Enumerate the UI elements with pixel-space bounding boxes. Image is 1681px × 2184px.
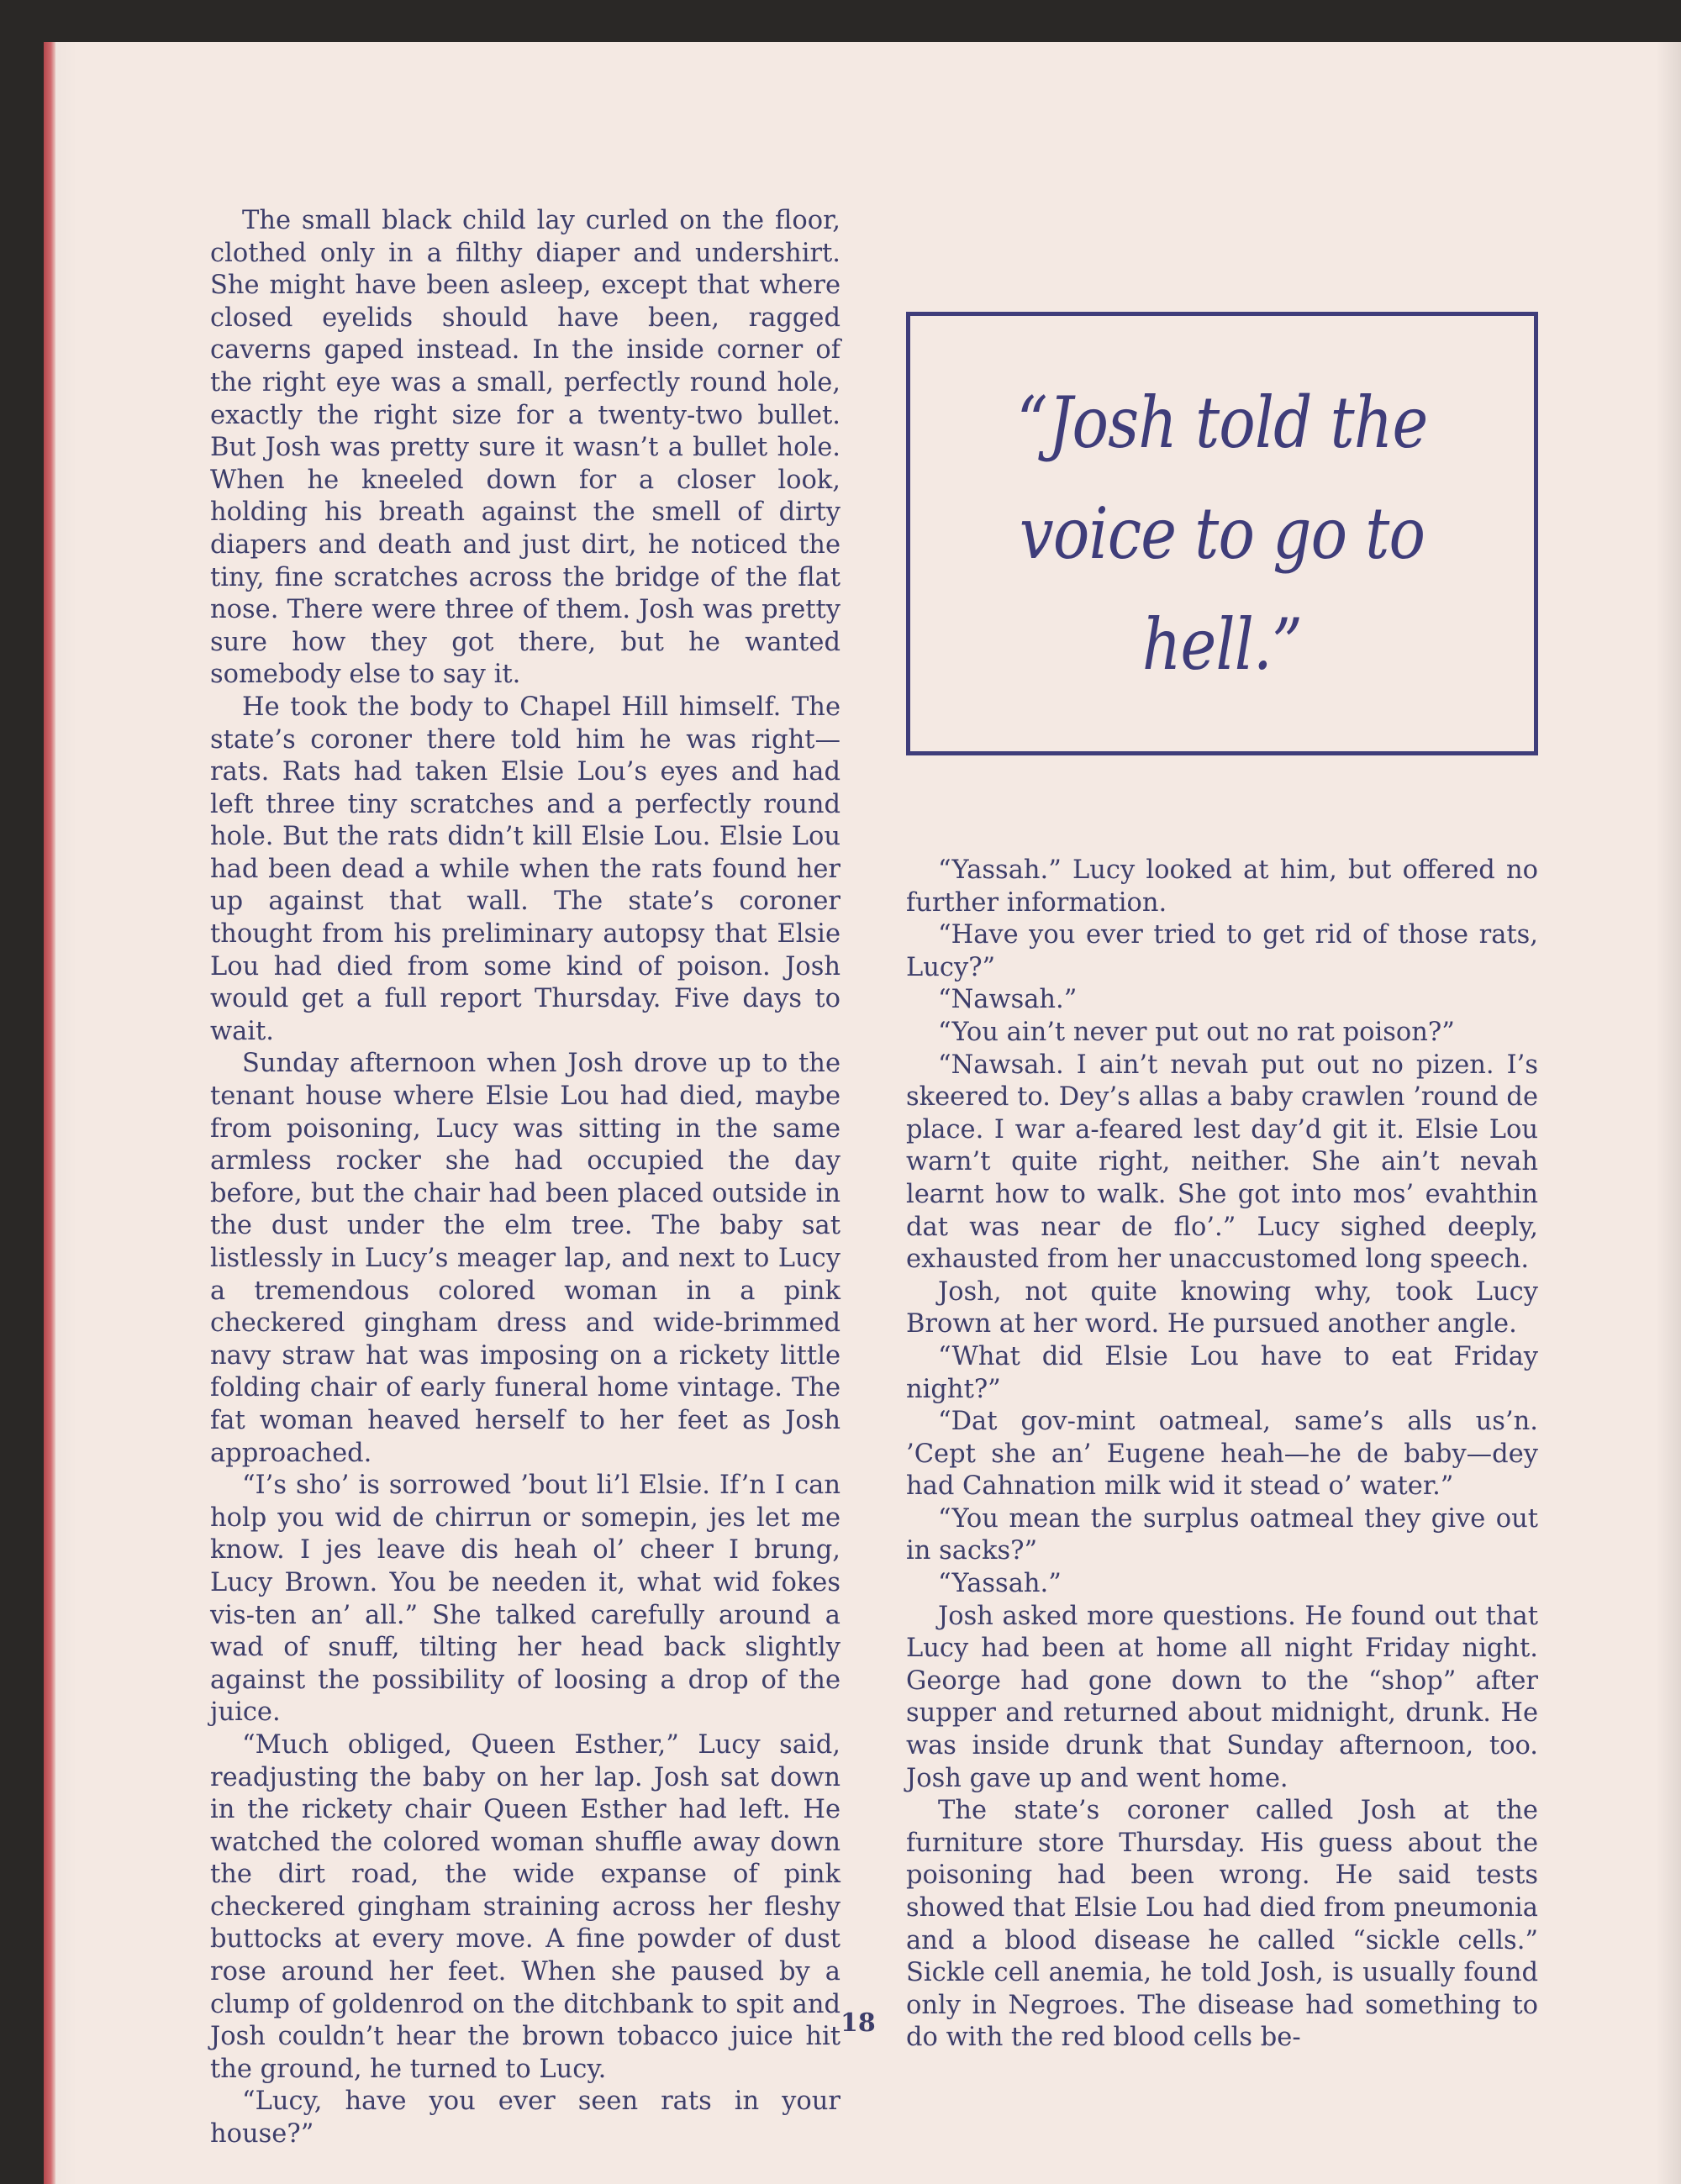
paragraph: “You mean the surplus oatmeal they give out in sacks?” xyxy=(906,1503,1538,1566)
paragraph: Josh, not quite knowing why, took Lucy Brown at her word. He pursued another angle. xyxy=(906,1276,1538,1339)
paragraph: “Lucy, have you ever seen rats in your house?” xyxy=(210,2087,840,2150)
paragraph: “You ain’t never put out no rat poison?” xyxy=(938,1017,1455,1047)
right-text-column xyxy=(906,855,1538,2055)
paragraph: He took the body to Chapel Hill himself. The state’s coroner there told him he was right—rats. Rats had taken Elsie Lou’s eyes and had left three tiny scratches and a perfectly round hole. But the rats didn’t kill Elsie Lou. Elsie Lou had been dead a while when the rats found her up against that wall. The state’s coroner thought from his preliminary autopsy that Elsie Lou had died from some kind of poison. Josh would get a full report Thursday. Five days to wait. xyxy=(210,692,840,1046)
paragraph: The small black child lay curled on the floor, clothed only in a filthy diaper and undershirt. She might have been asleep, except that where closed eyelids should have been, ragged caverns gaped instead. In the inside corner of the right eye was a small, perfectly round hole, exactly the right size for a twenty-two bullet. But Josh was pretty sure it wasn’t a bullet hole. When he kneeled down for a closer look, holding his breath against the smell of dirty diapers and death and just dirt, he noticed the tiny, fine scratches across the bridge of the flat nose. There were three of them. Josh was pretty sure how they got there, but he wanted somebody else to say it. xyxy=(210,206,840,690)
paragraph: “Nawsah.” xyxy=(938,985,1078,1015)
pull-quote-text: “Josh told the voice to go to hell.” xyxy=(1016,382,1428,686)
pull-quote-box xyxy=(906,312,1538,755)
paragraph: “Yassah.” Lucy looked at him, but offered no further information. xyxy=(906,855,1538,918)
paragraph: “I’s sho’ is sorrowed ’bout li’l Elsie. If’n I can holp you wid de chirrun or somepin, jes let me know. I jes leave dis heah ol’ cheer I brung, Lucy Brown. You be needen it, what wid fokes vis-ten an’ all.” She talked carefully around a wad of snuff, tilting her head back slightly against the possibility of loosing a drop of the juice. xyxy=(210,1471,840,1728)
paragraph: The state’s coroner called Josh at the furniture store Thursday. His guess about the poisoning had been wrong. He said tests showed that Elsie Lou had died from pneumonia and a blood disease he called “sickle cells.” Sickle cell anemia, he told Josh, is usually found only in Negroes. The disease had something to do with the red blood cells be- xyxy=(906,1796,1538,2053)
left-text-column xyxy=(210,205,840,2151)
paragraph: “Much obliged, Queen Esther,” Lucy said, readjusting the baby on her lap. Josh sat down in the rickety chair Queen Esther had left. He watched the colored woman shuffle away down the dirt road, the wide expanse of pink checkered gingham straining across her fleshy buttocks at every move. A fine powder of dust rose around her feet. When she paused by a clump of goldenrod on the ditchbank to spit and Josh couldn’t hear the brown tobacco juice hit the ground, he turned to Lucy. xyxy=(210,1729,840,2084)
paragraph: Sunday afternoon when Josh drove up to the tenant house where Elsie Lou had died, maybe from poisoning, Lucy was sitting in the same armless rocker she had occupied the day before, but the chair had been placed outside in the dust under the elm tree. The baby sat listlessly in Lucy’s meager lap, and next to Lucy a tremendous colored woman in a pink checkered gingham dress and wide-brimmed navy straw hat was imposing on a rickety little folding chair of early funeral home vintage. The fat woman heaved herself to her feet as Josh approached. xyxy=(210,1049,840,1468)
paragraph: “Nawsah. I ain’t nevah put out no pizen. I’s skeered to. Dey’s allas a baby crawlen ’round de place. I war a-feared lest day’d git it. Elsie Lou warn’t quite right, neither. She ain’t nevah learnt how to walk. She got into mos’ evahthin dat was near de flo’.” Lucy sighed deeply, exhausted from her unaccustomed long speech. xyxy=(906,1050,1538,1275)
page-number: 18 xyxy=(840,2008,876,2038)
paragraph: “Have you ever tried to get rid of those rats, Lucy?” xyxy=(906,920,1538,982)
paragraph: “Dat gov-mint oatmeal, same’s alls us’n. ’Cept she an’ Eugene heah—he de baby—dey had Cahnation milk wid it stead o’ water.” xyxy=(906,1407,1538,1502)
paragraph: “Yassah.” xyxy=(938,1569,1062,1599)
page-edge-shadow xyxy=(1656,42,1681,2184)
paragraph: Josh asked more questions. He found out that Lucy had been at home all night Friday night. George had gone down to the “shop” after supper and returned about midnight, drunk. He was inside drunk that Sunday afternoon, too. Josh gave up and went home. xyxy=(906,1601,1538,1793)
binding-edge xyxy=(44,42,55,2184)
paragraph: “What did Elsie Lou have to eat Friday night?” xyxy=(906,1341,1538,1404)
